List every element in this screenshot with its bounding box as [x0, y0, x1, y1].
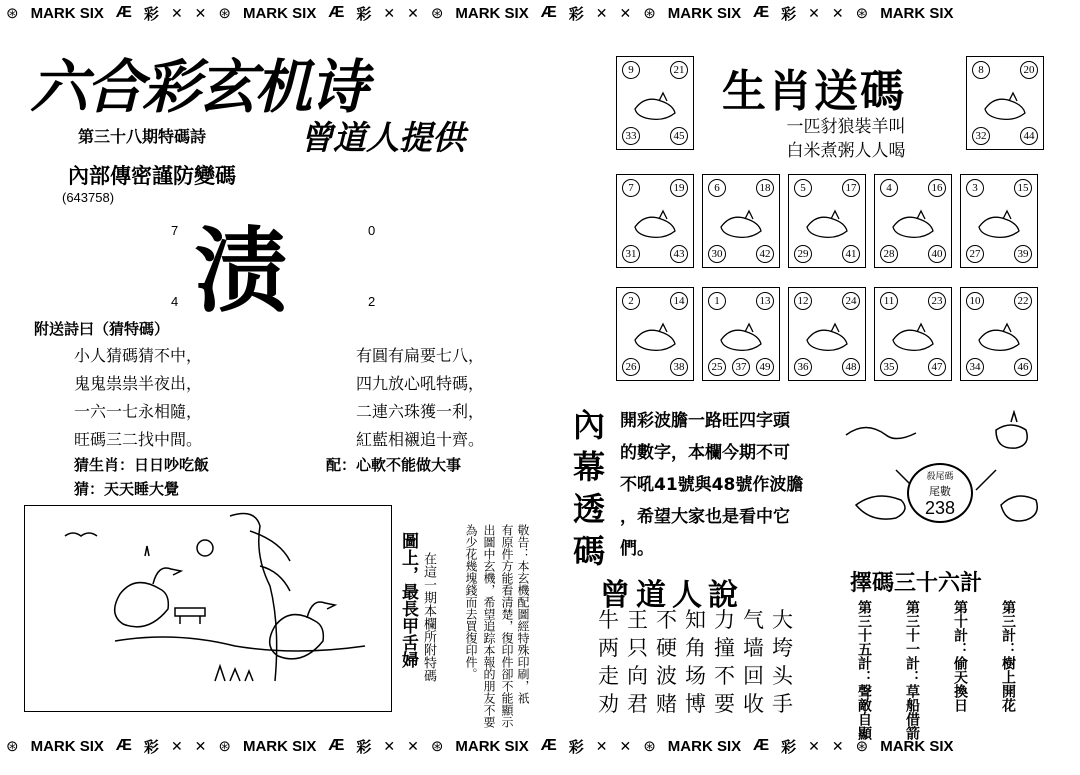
card-number: 20: [1020, 61, 1038, 79]
card-number: 35: [880, 358, 898, 376]
card-number: 28: [880, 245, 898, 263]
insider-line: 們。: [620, 539, 654, 559]
card-number: 27: [966, 245, 984, 263]
star-icon: ✕: [407, 737, 419, 754]
poem-line: 小人猜碼猜不中，: [74, 346, 203, 365]
star-icon: ✕: [619, 737, 632, 754]
card-number: 43: [670, 245, 688, 263]
card-number: 9: [622, 61, 640, 79]
star-icon: ✕: [383, 4, 396, 21]
card-number: 18: [756, 179, 774, 197]
says-row: 两只硬角撞墙垮: [598, 636, 801, 660]
tip-text: 心軟不能做大事: [356, 456, 462, 474]
card-number: 41: [842, 245, 860, 263]
card-number: 11: [880, 292, 898, 310]
subtitle: 內部傳密謹防變碼: [68, 164, 236, 188]
corner-number-br: 2: [368, 294, 376, 309]
says-title: 曾道人說: [600, 578, 744, 613]
card-number: 32: [972, 127, 990, 145]
cai-logo: 彩: [781, 5, 797, 23]
card-number: 6: [708, 179, 726, 197]
card-number: 8: [972, 61, 990, 79]
ducks-illustration: [25, 506, 391, 711]
zodiac-animal-icon: [629, 316, 681, 356]
star-icon: ✕: [170, 4, 183, 21]
dragon-icon: [846, 428, 916, 439]
cai-logo: 彩: [356, 5, 372, 23]
corner-number-tr: 0: [368, 223, 376, 238]
zodiac-animal-icon: [801, 316, 853, 356]
star-icon: ✕: [808, 737, 820, 754]
card-number: 24: [842, 292, 860, 310]
mark-six-logo: MARK SIX: [455, 737, 529, 755]
zodiac-card: [960, 174, 1038, 268]
card-number: 5: [794, 179, 812, 197]
mark-six-logo: MARK SIX: [667, 4, 742, 22]
poem-header: 附送詩曰（猜特碼）: [34, 320, 170, 338]
zodiac-animal-icon: [979, 85, 1031, 125]
zodiac-card: [788, 174, 866, 268]
card-number: 10: [966, 292, 984, 310]
bow-icon: Ӕ: [753, 4, 770, 21]
bench: [175, 608, 205, 624]
cai-logo: 彩: [568, 738, 584, 756]
mystery-character: 渍: [195, 217, 288, 325]
zodiac-animal-icon: [887, 203, 939, 243]
tree-branches: [250, 531, 290, 591]
notice-column: 敬告：本玄機配圖經特殊印刷，祇: [516, 524, 530, 704]
card-number: 22: [1014, 292, 1032, 310]
tip-zodiac: [74, 454, 209, 475]
card-number: 3: [966, 179, 984, 197]
says-row: 牛王不知力气大: [598, 608, 801, 632]
duck-right-body: [270, 615, 324, 659]
card-number: 21: [670, 61, 688, 79]
cai-logo: 彩: [568, 5, 584, 23]
says-row: 走向波场不回头: [598, 664, 801, 688]
card-number: 25: [708, 358, 726, 376]
ring-icon: ⊛: [218, 738, 231, 755]
ground-line: [115, 637, 365, 651]
card-number: 12: [794, 292, 812, 310]
star-icon: ✕: [595, 4, 608, 21]
strategy-column: 第三十一計：草船借箭: [904, 600, 920, 740]
page-title: 六合彩玄机诗: [30, 53, 367, 121]
zodiac-animal-icon: [801, 203, 853, 243]
star-icon: ✕: [808, 4, 820, 21]
cai-logo: 彩: [143, 738, 159, 756]
card-number: 26: [622, 358, 640, 376]
horse-icon: [856, 496, 905, 519]
mark-six-logo: MARK SIX: [880, 737, 954, 755]
mark-six-logo: MARK SIX: [242, 737, 317, 755]
strategy-column: 第三十五計：聲敵自顯: [856, 600, 872, 740]
star-icon: ✕: [831, 737, 844, 754]
poem-line: 有圓有扁要七八，: [356, 346, 485, 365]
card-number: 48: [842, 358, 860, 376]
zodiac-card: [874, 174, 952, 268]
duck-right-head: [307, 602, 335, 618]
star-icon: ✕: [407, 4, 419, 21]
cai-logo: 彩: [143, 5, 159, 23]
star-icon: ✕: [383, 737, 396, 754]
zodiac-animal-icon: [887, 316, 939, 356]
card-number: 49: [756, 358, 774, 376]
ring-icon: ⊛: [643, 738, 656, 755]
ring-icon: ⊛: [6, 738, 19, 755]
star-icon: ✕: [170, 737, 183, 754]
card-number: 37: [732, 358, 750, 376]
card-number: 34: [966, 358, 984, 376]
card-number: 46: [1014, 358, 1032, 376]
illustration-box: [24, 505, 392, 712]
duck-left-body: [115, 583, 169, 627]
card-number: 31: [622, 245, 640, 263]
tail-number-badge: [907, 463, 973, 523]
insider-text: [620, 405, 830, 565]
ring-icon: ⊛: [430, 5, 444, 22]
insider-line: 的數字，本欄今期不可: [620, 443, 790, 463]
card-number: 7: [622, 179, 640, 197]
ring-icon: ⊛: [218, 5, 231, 22]
zodiac-animal-icon: [715, 203, 767, 243]
zodiac-line: 一匹豺狼裝羊叫: [786, 117, 906, 137]
insider-line: 不吼41號與48號作波膽: [620, 475, 804, 495]
card-number: 13: [756, 292, 774, 310]
poem-line: 紅藍相襯追十齊。: [356, 430, 485, 449]
tip-match: [326, 454, 461, 475]
poem-line: 旺碼三二找中間。: [74, 430, 203, 449]
poem-right: [356, 342, 484, 454]
zodiac-line: 白米煮粥人人喝: [786, 141, 906, 161]
card-number: 2: [622, 292, 640, 310]
tip-text: 日日吵吃飯: [134, 456, 210, 474]
zodiac-animal-icon: [715, 316, 767, 356]
card-number: 23: [928, 292, 946, 310]
says-row: 劝君赌博要收手: [598, 692, 801, 716]
card-number: 39: [1014, 245, 1032, 263]
ring-icon: ⊛: [430, 738, 444, 755]
rabbit-icon: [996, 412, 1027, 448]
star-icon: ✕: [831, 4, 844, 21]
card-number: 38: [670, 358, 688, 376]
zodiac-card: [874, 287, 952, 381]
poem-line: 鬼鬼祟祟半夜出，: [74, 374, 203, 393]
notice-column: 有原件方能看清楚，復印件卻不能顯示: [500, 524, 514, 728]
tip-label: 配：: [326, 456, 357, 474]
corner-number-tl: 7: [171, 223, 179, 238]
bow-icon: Ӕ: [753, 737, 770, 754]
card-number: 33: [622, 127, 640, 145]
provider-label: 曾道人提供: [300, 118, 465, 157]
star-icon: ✕: [595, 737, 608, 754]
mark-six-logo: MARK SIX: [242, 4, 317, 22]
poem-line: 四九放心吼特碼，: [356, 374, 485, 393]
mark-six-logo: MARK SIX: [455, 4, 529, 22]
corner-number-bl: 4: [171, 294, 179, 309]
star-icon: ✕: [194, 4, 207, 21]
badge-top: 殺尾碼: [926, 471, 954, 481]
grass: [215, 666, 253, 681]
bow-icon: Ӕ: [540, 737, 557, 754]
ring-icon: ⊛: [643, 5, 656, 22]
card-number: 1: [708, 292, 726, 310]
zodiac-title: 生肖送碼: [722, 66, 906, 117]
insider-title: 內幕透碼: [572, 406, 605, 570]
card-number: 4: [880, 179, 898, 197]
tip-text: 天天睡大覺: [104, 480, 180, 498]
zodiac-animal-icon: [973, 203, 1025, 243]
ring-icon: ⊛: [855, 738, 869, 755]
tree-trunk: [230, 514, 277, 681]
ring-icon: ⊛: [855, 5, 869, 22]
bow-icon: Ӕ: [328, 737, 345, 754]
card-number: 19: [670, 179, 688, 197]
monkey-icon: [1001, 496, 1037, 521]
zodiac-card: [616, 174, 694, 268]
issue-label: 第三十八期特碼詩: [78, 127, 207, 146]
duck-left-head: [153, 568, 181, 584]
card-number: 42: [756, 245, 774, 263]
bow-icon: Ӕ: [328, 4, 345, 21]
card-number: 15: [1014, 179, 1032, 197]
bow-icon: Ӕ: [115, 737, 132, 754]
zodiac-card: [960, 287, 1038, 381]
zodiac-card: [616, 287, 694, 381]
poem-line: 二連六珠獲一利，: [356, 402, 485, 421]
zodiac-card: [788, 287, 866, 381]
zodiac-card: [702, 287, 780, 381]
card-number: 36: [794, 358, 812, 376]
strategy-title: 擇碼三十六計: [850, 571, 983, 596]
card-number: 30: [708, 245, 726, 263]
zodiac-animal-icon: [629, 203, 681, 243]
zodiac-card: [616, 56, 694, 150]
notice-column: 為少花幾塊錢而去買復印件。: [464, 524, 478, 680]
tip-label: 猜：: [74, 480, 105, 498]
card-number: 45: [670, 127, 688, 145]
mark-six-logo: MARK SIX: [30, 737, 104, 755]
ring-icon: ⊛: [6, 5, 19, 22]
zodiac-animal-icon: [973, 316, 1025, 356]
insider-line: 開彩波膽一路旺四字頭: [620, 411, 790, 431]
card-number: 40: [928, 245, 946, 263]
says-grid: [598, 606, 801, 718]
zodiac-card: [966, 56, 1044, 150]
cai-logo: 彩: [781, 738, 797, 756]
strategy-column: 第十計：偷天換日: [952, 600, 968, 712]
bow-icon: Ӕ: [115, 4, 132, 21]
flame-mark: [145, 546, 149, 556]
insider-line: ，希望大家也是看中它: [620, 507, 790, 527]
poem-line: 一六一七永相隨，: [74, 402, 203, 421]
star-icon: ✕: [194, 737, 207, 754]
notice-column: 圖上，最長甲舌婦: [398, 532, 418, 668]
zodiac-animal-icon: [629, 85, 681, 125]
star-icon: ✕: [619, 4, 632, 21]
card-number: 17: [842, 179, 860, 197]
cloud: [65, 533, 97, 536]
notice-column: 出圖中玄機，希望追踪本報的朋友不要: [482, 524, 496, 728]
mark-six-logo: MARK SIX: [30, 4, 104, 22]
tip-guess: [74, 478, 179, 499]
header-banner: [0, 0, 1080, 26]
mark-six-logo: MARK SIX: [667, 737, 742, 755]
strategy-column: 第三計：樹上開花: [1000, 600, 1016, 712]
badge-label: 尾數: [929, 486, 951, 498]
code-number: (643758): [62, 190, 115, 205]
card-number: 47: [928, 358, 946, 376]
card-number: 29: [794, 245, 812, 263]
card-number: 16: [928, 179, 946, 197]
card-number: 44: [1020, 127, 1038, 145]
poem-left: [74, 342, 202, 454]
badge-value: 238: [924, 498, 956, 518]
cai-logo: 彩: [356, 738, 372, 756]
mark-six-logo: MARK SIX: [880, 4, 954, 22]
notice-column: 在這一期本欄所附特碼: [421, 552, 436, 682]
sun-icon: [197, 540, 213, 556]
zodiac-card: [702, 174, 780, 268]
card-number: 14: [670, 292, 688, 310]
bow-icon: Ӕ: [540, 4, 557, 21]
tip-label: 猜生肖：: [74, 456, 135, 474]
